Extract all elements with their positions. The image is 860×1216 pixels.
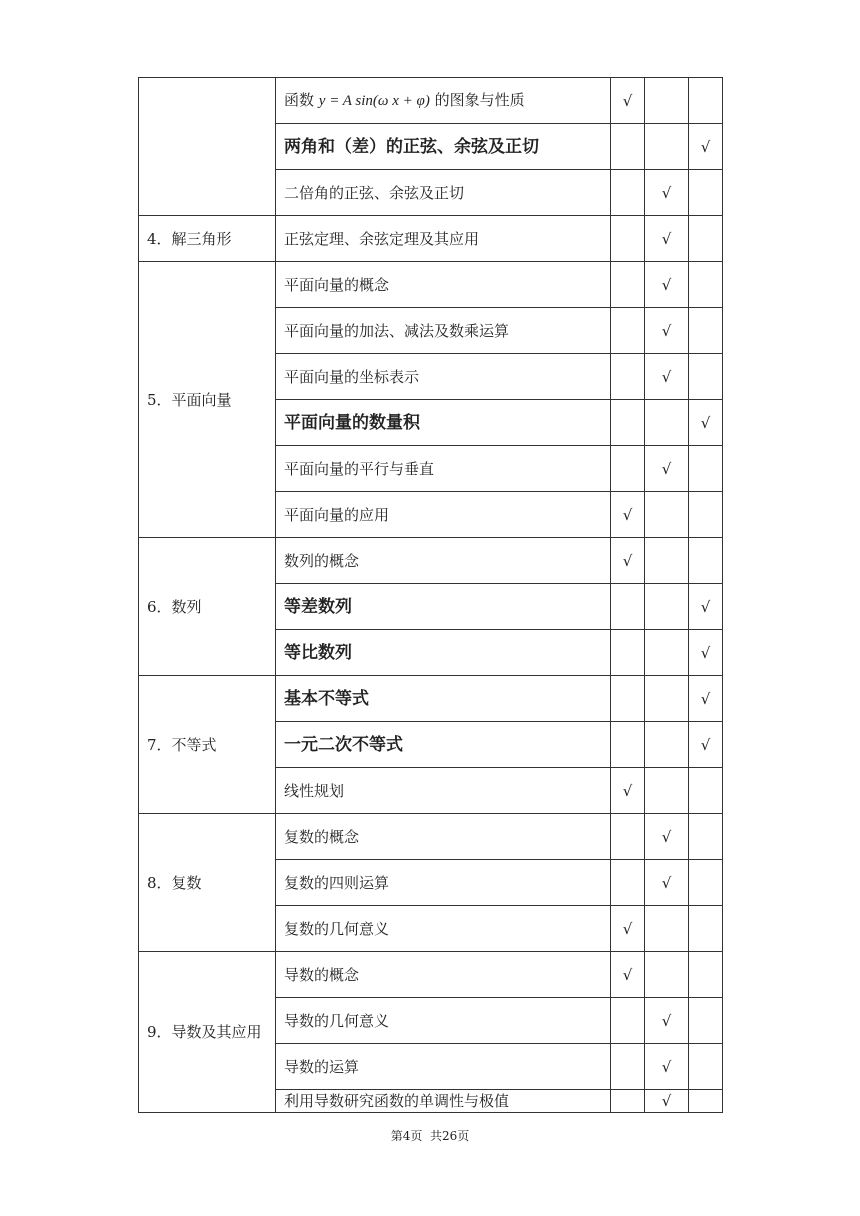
- topic-cell: 复数的四则运算: [276, 860, 611, 906]
- mark-cell-2: [645, 906, 689, 952]
- mark-cell-2: [645, 400, 689, 446]
- mark-cell-3: [689, 354, 723, 400]
- mark-cell-1: √: [611, 952, 645, 998]
- topic-cell: 导数的运算: [276, 1044, 611, 1090]
- page-number: 第4页 共26页: [390, 1129, 470, 1143]
- mark-cell-3: √: [689, 124, 723, 170]
- topic-cell: 正弦定理、余弦定理及其应用: [276, 216, 611, 262]
- mark-cell-1: [611, 584, 645, 630]
- syllabus-table-body: [139, 78, 723, 1113]
- mark-cell-1: [611, 1044, 645, 1090]
- topic-cell: 利用导数研究函数的单调性与极值: [276, 1090, 611, 1113]
- topic-cell: 基本不等式: [276, 676, 611, 722]
- mark-cell-1: √: [611, 768, 645, 814]
- mark-cell-2: [645, 584, 689, 630]
- mark-cell-1: [611, 216, 645, 262]
- topic-cell: 导数的概念: [276, 952, 611, 998]
- mark-cell-1: [611, 446, 645, 492]
- table-row: [139, 216, 723, 262]
- category-cell: 4．解三角形: [139, 216, 276, 262]
- mark-cell-1: √: [611, 538, 645, 584]
- table-row: [139, 262, 723, 308]
- mark-cell-1: [611, 1090, 645, 1113]
- topic-cell: 两角和（差）的正弦、余弦及正切: [276, 124, 611, 170]
- mark-cell-1: [611, 630, 645, 676]
- mark-cell-3: √: [689, 400, 723, 446]
- mark-cell-3: [689, 906, 723, 952]
- mark-cell-3: [689, 1090, 723, 1113]
- mark-cell-3: [689, 262, 723, 308]
- topic-prefix: 函数: [284, 91, 319, 109]
- table-row: [139, 676, 723, 722]
- mark-cell-3: [689, 952, 723, 998]
- table-row: [139, 952, 723, 998]
- mark-cell-2: [645, 124, 689, 170]
- mark-cell-3: [689, 538, 723, 584]
- mark-cell-1: [611, 262, 645, 308]
- mark-cell-2: √: [645, 860, 689, 906]
- mark-cell-1: [611, 308, 645, 354]
- mark-cell-3: [689, 492, 723, 538]
- mark-cell-3: [689, 170, 723, 216]
- topic-suffix: 的图象与性质: [429, 91, 525, 109]
- mark-cell-1: √: [611, 492, 645, 538]
- topic-cell: 平面向量的数量积: [276, 400, 611, 446]
- table-row: [139, 538, 723, 584]
- table-row: [139, 78, 723, 124]
- mark-cell-2: √: [645, 262, 689, 308]
- mark-cell-1: [611, 998, 645, 1044]
- mark-cell-2: √: [645, 1044, 689, 1090]
- mark-cell-1: [611, 124, 645, 170]
- mark-cell-1: [611, 170, 645, 216]
- mark-cell-1: [611, 860, 645, 906]
- topic-cell: 平面向量的应用: [276, 492, 611, 538]
- mark-cell-1: [611, 400, 645, 446]
- page-footer: [0, 1127, 860, 1144]
- mark-cell-3: [689, 860, 723, 906]
- category-cell: 9．导数及其应用: [139, 952, 276, 1113]
- mark-cell-1: [611, 354, 645, 400]
- mark-cell-2: [645, 722, 689, 768]
- mark-cell-3: √: [689, 676, 723, 722]
- topic-cell: 等差数列: [276, 584, 611, 630]
- mark-cell-2: [645, 492, 689, 538]
- table-row: [139, 814, 723, 860]
- mark-cell-1: [611, 814, 645, 860]
- category-cell: 8．复数: [139, 814, 276, 952]
- mark-cell-3: √: [689, 584, 723, 630]
- mark-cell-2: √: [645, 308, 689, 354]
- mark-cell-2: [645, 78, 689, 124]
- topic-cell: 导数的几何意义: [276, 998, 611, 1044]
- category-cell: 5．平面向量: [139, 262, 276, 538]
- mark-cell-3: √: [689, 630, 723, 676]
- topic-cell: 复数的几何意义: [276, 906, 611, 952]
- topic-cell: 平面向量的坐标表示: [276, 354, 611, 400]
- mark-cell-3: [689, 1044, 723, 1090]
- mark-cell-1: [611, 676, 645, 722]
- mark-cell-3: √: [689, 722, 723, 768]
- topic-cell: 复数的概念: [276, 814, 611, 860]
- topic-cell: 二倍角的正弦、余弦及正切: [276, 170, 611, 216]
- mark-cell-1: [611, 722, 645, 768]
- mark-cell-2: [645, 676, 689, 722]
- mark-cell-2: √: [645, 814, 689, 860]
- mark-cell-3: [689, 814, 723, 860]
- mark-cell-2: √: [645, 998, 689, 1044]
- topic-cell: 一元二次不等式: [276, 722, 611, 768]
- topic-cell: 平面向量的概念: [276, 262, 611, 308]
- mark-cell-3: [689, 308, 723, 354]
- mark-cell-2: [645, 538, 689, 584]
- category-cell: 6．数列: [139, 538, 276, 676]
- syllabus-table: [138, 77, 723, 1113]
- topic-cell: [276, 78, 611, 124]
- mark-cell-2: [645, 768, 689, 814]
- mark-cell-3: [689, 78, 723, 124]
- topic-cell: 等比数列: [276, 630, 611, 676]
- mark-cell-2: [645, 630, 689, 676]
- category-cell: 7．不等式: [139, 676, 276, 814]
- topic-cell: 数列的概念: [276, 538, 611, 584]
- mark-cell-3: [689, 998, 723, 1044]
- mark-cell-3: [689, 216, 723, 262]
- mark-cell-1: √: [611, 906, 645, 952]
- mark-cell-3: [689, 446, 723, 492]
- formula: y = A sin(ω x + φ): [318, 93, 430, 109]
- topic-cell: 平面向量的平行与垂直: [276, 446, 611, 492]
- mark-cell-2: √: [645, 170, 689, 216]
- mark-cell-2: √: [645, 1090, 689, 1113]
- mark-cell-2: √: [645, 354, 689, 400]
- mark-cell-2: √: [645, 216, 689, 262]
- mark-cell-1: √: [611, 78, 645, 124]
- mark-cell-3: [689, 768, 723, 814]
- category-cell: [139, 78, 276, 216]
- topic-cell: 线性规划: [276, 768, 611, 814]
- topic-cell: 平面向量的加法、减法及数乘运算: [276, 308, 611, 354]
- mark-cell-2: [645, 952, 689, 998]
- mark-cell-2: √: [645, 446, 689, 492]
